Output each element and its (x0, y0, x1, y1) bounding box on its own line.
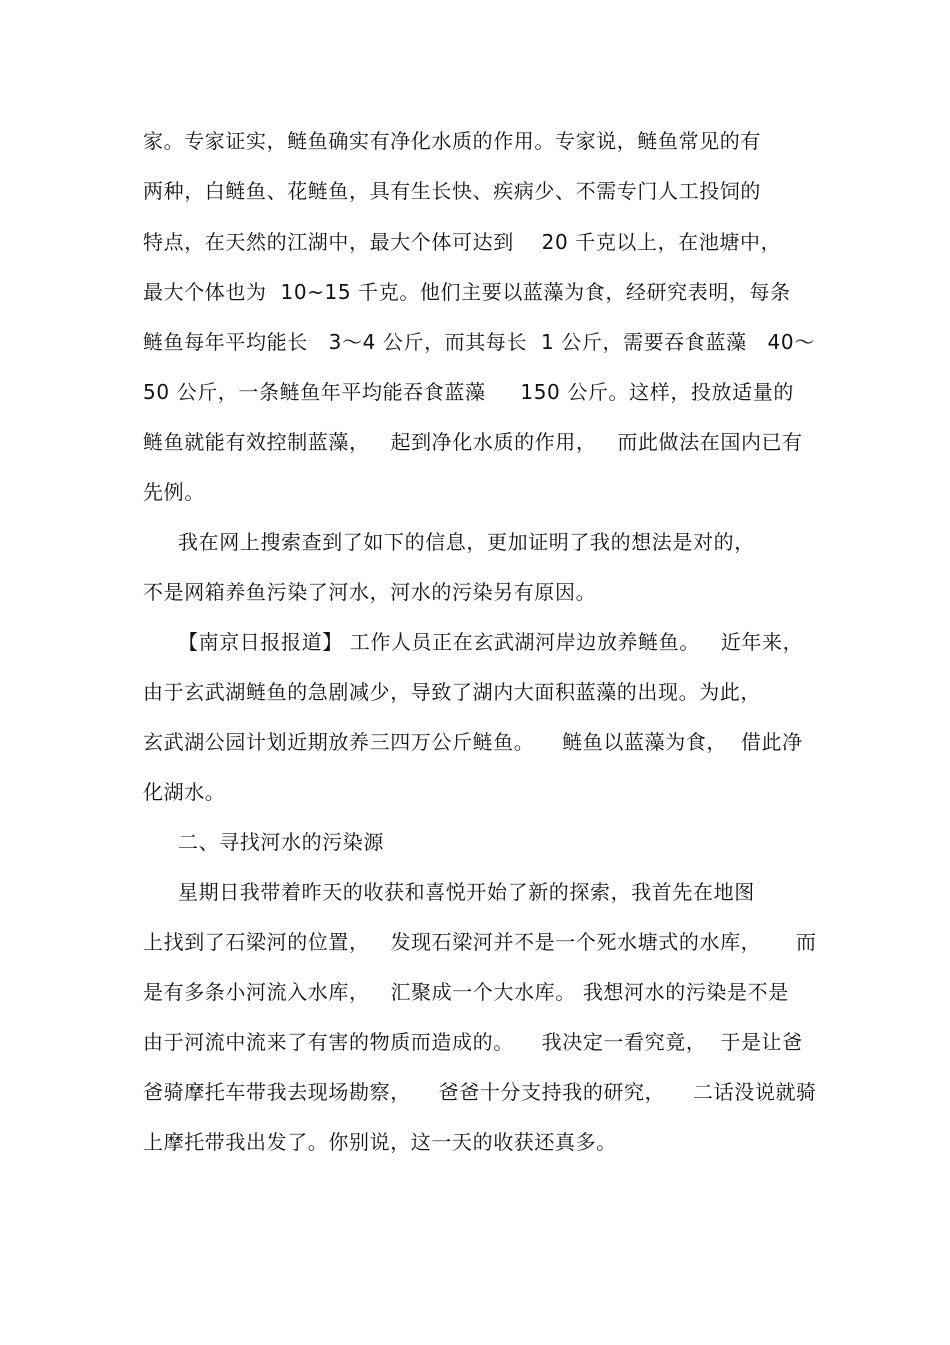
text-line: 由于河流中流来了有害的物质而造成的。 我决定一看究竟， 于是让爸 (143, 1030, 803, 1054)
text-line: 上找到了石梁河的位置， 发现石梁河并不是一个死水塘式的水库， 而 (143, 930, 817, 954)
text-line: 爸骑摩托车带我去现场勘察， 爸爸十分支持我的研究， 二话没说就骑 (143, 1080, 817, 1104)
text-line: 特点，在天然的江湖中，最大个体可达到 20 千克以上，在池塘中， (143, 230, 782, 254)
text-line: 鲢鱼就能有效控制蓝藻， 起到净化水质的作用， 而此做法在国内已有 (143, 430, 803, 454)
text-line: 【南京日报报道】 工作人员正在玄武湖河岸边放养鲢鱼。 近年来， (178, 630, 804, 654)
text-line: 不是网箱养鱼污染了河水，河水的污染另有原因。 (143, 580, 597, 604)
text-line: 玄武湖公园计划近期放养三四万公斤鲢鱼。 鲢鱼以蓝藻为食， 借此净 (143, 730, 803, 754)
text-line: 由于玄武湖鲢鱼的急剧减少，导致了湖内大面积蓝藻的出现。为此， (143, 680, 761, 704)
text-line: 是有多条小河流入水库， 汇聚成一个大水库。 我想河水的污染是不是 (143, 980, 789, 1004)
text-line: 化湖水。 (143, 780, 226, 804)
text-line: 最大个体也为 10~15 千克。他们主要以蓝藻为食，经研究表明，每条 (143, 280, 791, 304)
text-line: 鲢鱼每年平均能长 3～4 公斤，而其每长 1 公斤，需要吞食蓝藻 40～ (143, 330, 815, 354)
text-line: 我在网上搜索查到了如下的信息，更加证明了我的想法是对的， (178, 530, 755, 554)
text-line: 上摩托带我出发了。你别说，这一天的收获还真多。 (143, 1130, 617, 1154)
section-heading: 二、寻找河水的污染源 (178, 830, 384, 854)
text-line: 两种，白鲢鱼、花鲢鱼，具有生长快、疾病少、不需专门人工投饲的 (143, 179, 761, 203)
text-line: 先例。 (143, 480, 205, 504)
text-line: 50 公斤，一条鲢鱼年平均能吞食蓝藻 150 公斤。这样，投放适量的 (143, 380, 794, 404)
text-line: 家。专家证实，鲢鱼确实有净化水质的作用。专家说，鲢鱼常见的有 (143, 129, 761, 153)
text-line: 星期日我带着昨天的收获和喜悦开始了新的探索，我首先在地图 (178, 880, 755, 904)
